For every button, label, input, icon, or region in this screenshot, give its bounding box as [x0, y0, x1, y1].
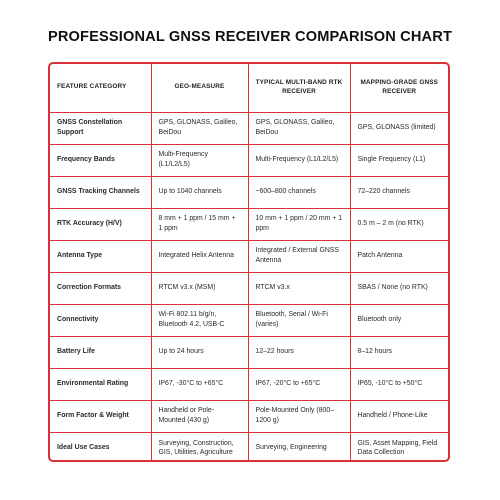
cell-typical-rtk: Multi-Frequency (L1/L2/L5): [248, 144, 350, 176]
cell-feature: Ideal Use Cases: [50, 432, 151, 462]
header-feature-category: FEATURE CATEGORY: [50, 64, 151, 112]
cell-geo-measure: Multi-Frequency (L1/L2/L5): [151, 144, 248, 176]
header-geo-measure: GEO-MEASURE: [151, 64, 248, 112]
cell-geo-measure: Handheld or Pole-Mounted (430 g): [151, 400, 248, 432]
cell-geo-measure: Wi-Fi 802.11 b/g/n, Bluetooth 4.2, USB-C: [151, 304, 248, 336]
cell-typical-rtk: IP67, -20°C to +65°C: [248, 368, 350, 400]
table-header-row: [50, 64, 448, 112]
table-row: [50, 144, 448, 176]
header-mapping-grade: MAPPING-GRADE GNSS RECEIVER: [350, 64, 448, 112]
cell-geo-measure: RTCM v3.x (MSM): [151, 272, 248, 304]
cell-typical-rtk: Surveying, Engineering: [248, 432, 350, 462]
cell-typical-rtk: GPS, GLONASS, Galileo, BeiDou: [248, 112, 350, 144]
cell-mapping-grade: 0.5 m – 2 m (no RTK): [350, 208, 448, 240]
cell-mapping-grade: 8–12 hours: [350, 336, 448, 368]
cell-typical-rtk: RTCM v3.x: [248, 272, 350, 304]
table-row: [50, 112, 448, 144]
table-row: [50, 336, 448, 368]
cell-feature: GNSS Constellation Support: [50, 112, 151, 144]
cell-mapping-grade: SBAS / None (no RTK): [350, 272, 448, 304]
cell-geo-measure: Integrated Helix Antenna: [151, 240, 248, 272]
cell-typical-rtk: Bluetooth, Serial / Wi-Fi (varies): [248, 304, 350, 336]
cell-mapping-grade: Patch Antenna: [350, 240, 448, 272]
cell-typical-rtk: Pole-Mounted Only (800–1200 g): [248, 400, 350, 432]
cell-geo-measure: Up to 1040 channels: [151, 176, 248, 208]
cell-feature: Environmental Rating: [50, 368, 151, 400]
cell-typical-rtk: Integrated / External GNSS Antenna: [248, 240, 350, 272]
table-row: [50, 240, 448, 272]
cell-geo-measure: Surveying, Construction, GIS, Utilities, Agriculture: [151, 432, 248, 462]
cell-geo-measure: GPS, GLONASS, Galileo, BeiDou: [151, 112, 248, 144]
table-row: [50, 368, 448, 400]
comparison-table-grid: [50, 64, 448, 462]
cell-typical-rtk: ~600–800 channels: [248, 176, 350, 208]
table-row: [50, 400, 448, 432]
cell-geo-measure: 8 mm + 1 ppm / 15 mm + 1 ppm: [151, 208, 248, 240]
cell-mapping-grade: GPS, GLONASS (limited): [350, 112, 448, 144]
cell-mapping-grade: Bluetooth only: [350, 304, 448, 336]
cell-feature: RTK Accuracy (H/V): [50, 208, 151, 240]
header-typical-rtk: TYPICAL MULTI-BAND RTK RECEIVER: [248, 64, 350, 112]
cell-typical-rtk: 10 mm + 1 ppm / 20 mm + 1 ppm: [248, 208, 350, 240]
cell-mapping-grade: GIS, Asset Mapping, Field Data Collection: [350, 432, 448, 462]
comparison-table: [48, 62, 450, 462]
cell-typical-rtk: 12–22 hours: [248, 336, 350, 368]
cell-feature: Frequency Bands: [50, 144, 151, 176]
cell-feature: Form Factor & Weight: [50, 400, 151, 432]
cell-feature: GNSS Tracking Channels: [50, 176, 151, 208]
cell-mapping-grade: 72–220 channels: [350, 176, 448, 208]
table-row: [50, 432, 448, 462]
table-row: [50, 304, 448, 336]
cell-mapping-grade: Single Frequency (L1): [350, 144, 448, 176]
table-row: [50, 272, 448, 304]
cell-feature: Connectivity: [50, 304, 151, 336]
cell-geo-measure: Up to 24 hours: [151, 336, 248, 368]
table-row: [50, 208, 448, 240]
cell-geo-measure: IP67, -30°C to +65°C: [151, 368, 248, 400]
cell-feature: Battery Life: [50, 336, 151, 368]
page-title: PROFESSIONAL GNSS RECEIVER COMPARISON CHART: [47, 29, 453, 45]
cell-mapping-grade: Handheld / Phone-Like: [350, 400, 448, 432]
table-row: [50, 176, 448, 208]
cell-feature: Correction Formats: [50, 272, 151, 304]
cell-mapping-grade: IP65, -10°C to +50°C: [350, 368, 448, 400]
cell-feature: Antenna Type: [50, 240, 151, 272]
